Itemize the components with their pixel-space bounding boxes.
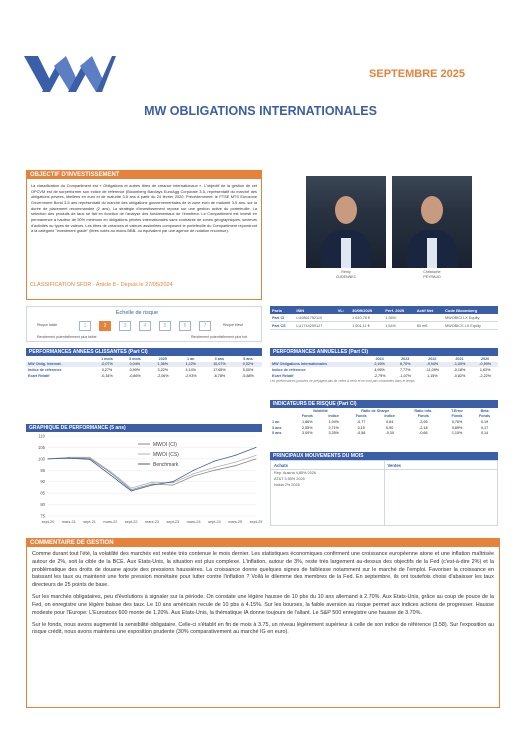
data-point (68, 458, 69, 459)
data-point (235, 462, 236, 463)
risk-cell: 5 ans (272, 431, 282, 436)
rolling-cell: Ecart Relatif (28, 373, 50, 378)
rolling-cell: 1,22% (177, 362, 205, 368)
annual-cell: 1,15% (427, 373, 438, 378)
rolling-header: 3 mois (129, 356, 141, 361)
annual-cell: -0,59% (472, 362, 498, 368)
rolling-cell: 10,07% (205, 362, 234, 368)
commentary-paragraph: Comme durant tout l'été, la volatilité des marchés est restée très contenue le mois dernier. Les statistiques économiques confirment une croissance européenne atone et une inflation maîtrisée autour de 2%, soit la cible de la BCE. Aux Etats-Unis, la situation est plus complexe. L'inflation, autour de 3%, reste très largement au-dessus des objectifs de la Fed (c'est-à-dire 2%) et la problématique des droits de douane ajoute des pressions haussières. La croissance donne quelques signes de faiblesse notamment sur le marché de l'emploi. Favoriser la croissance en baissant les taux ou maintenir une forte pression monétaire pour lutter contre l'inflation ? Voilà le dilemme des membres de la Fed. En septembre, ils ont toutefois choisi d'abaisser les taux directeurs de 25 points de base. (32, 551, 494, 589)
objective-text: La classification du Compartiment est « Obligations et autres titres de créance internationaux ». L'objectif de la gestion de cet OPCVM est de surperformer son indice de référence (Bloomberg Barclays EuroAgg Corporate 3-5, représentatif du marché des obligations privées, libellées en euro et de maturité 3-5 ans à partir du 24 février 2020. Précédemment: le FTSE MTS Eurozone Government Bond 3-5 ans représentatif du marché des obligations gouvernementales de la zone euro de maturité 3-5 ans, sur la durée de placement recommandée (2 ans). La stratégie d'investissement repose sur une gestion active du portefeuille. La sélection des produits de taux se fait en fonction de l'analyse des fondamentaux de l'émetteur. Le Compartiment est investi en permanence à hauteur de 50% minimum en obligations privées internationales sans contrainte de zones géographiques, secteurs d'activités ou types de valeurs. Les titres de créances et valeurs assimilées composent le portefeuille du Compartiment répondront à la catégorie "investment grade" (titres notés au moins BBB- ou équivalent par une agence de notation reconnue). (31, 183, 257, 234)
commentary-paragraph: Sur le fonds, nous avons augmenté la sensibilité obligataire. Celle-ci s'établit en fin de mois à 3.75, un niveau légèrement supérieur à celle de son indice de référence (3.58). Sur l'exposition au risque crédit, nous avons maintenu une exposition prudente (30% comparativement au marché IG en euro). (32, 621, 494, 636)
risk-subheader: Indice (328, 414, 340, 419)
y-tick-label: 75 (40, 513, 45, 519)
risk-subheader: Fonds (301, 414, 313, 419)
parts-header-cell: 30/09/2025 (350, 306, 383, 314)
annual-row (270, 367, 498, 373)
rolling-cell: 0,90% (129, 367, 141, 372)
y-tick-label: 100 (38, 456, 45, 462)
objective-section (26, 170, 262, 300)
sells-label: Ventes (385, 461, 498, 470)
rolling-header: 5 ans (243, 356, 253, 361)
rolling-performance (26, 348, 262, 378)
risk-row (270, 430, 498, 436)
risk-subheader: Indice (384, 414, 395, 419)
data-point (214, 461, 215, 462)
x-tick-label: sept-25 (249, 520, 262, 524)
parts-cell-perf: 1,54% (383, 322, 415, 330)
risk-subheader: Fonds (355, 414, 367, 419)
annual-cell: Indice de référence (272, 367, 306, 372)
rolling-cell: 0,27% (101, 367, 113, 372)
x-tick-label: mars-22 (103, 520, 118, 524)
y-tick-label: 80 (40, 502, 45, 508)
y-tick-label: 90 (40, 479, 45, 485)
rolling-cell: 17,65% (213, 367, 226, 372)
rolling-header: 1 an (187, 356, 195, 361)
data-point (235, 455, 236, 456)
parts-header-cell: Code Bloomberg (443, 306, 498, 314)
risk-scale (26, 306, 262, 342)
rolling-row (26, 373, 262, 379)
data-point (193, 470, 194, 471)
rolling-cell: -0,07% (93, 362, 121, 368)
rolling-cell: -0,86% (129, 373, 141, 378)
parts-header-cell: ISIN (294, 306, 335, 314)
company-logo (24, 52, 116, 96)
x-tick-label: mars-23 (145, 520, 159, 524)
rolling-cell: 5,00% (242, 367, 254, 372)
parts-row (270, 322, 498, 330)
buy-item: Nokia 2% 2026 (274, 483, 300, 487)
annual-cell: -11,09% (425, 367, 440, 372)
rolling-header: 1 mois (101, 356, 113, 361)
annual-cell: Ecart Relatif (272, 373, 294, 378)
performance-chart (26, 424, 262, 526)
rolling-performance-heading: PERFORMANCES ANNEES GLISSANTES (Part CI) (26, 348, 262, 356)
commentary-section (26, 538, 500, 708)
risk-subheader: Fonds (451, 414, 463, 419)
rolling-cell: MW Oblig. Internat. (26, 362, 93, 368)
annual-row (270, 362, 498, 368)
rolling-cell: 0,02% (234, 362, 262, 368)
x-tick-label: mars-25 (228, 520, 243, 524)
legend-label: MWOI (CS) (153, 451, 179, 458)
manager-photo-1 (306, 176, 386, 268)
risk-cell: -0,56 (356, 431, 366, 436)
risk-level-6: 6 (179, 321, 191, 331)
annual-cell: 4,95% (374, 367, 385, 372)
commentary-heading: COMMENTAIRE DE GESTION (27, 539, 499, 547)
data-point (89, 457, 90, 458)
rolling-cell: Indice de référence (28, 367, 62, 372)
risk-level-1: 1 (79, 321, 91, 331)
data-point (152, 482, 153, 483)
data-point (110, 471, 111, 472)
risk-cell: 0,84 (386, 419, 394, 424)
annual-cell: -9,94% (418, 362, 447, 368)
parts-cell-value: 1 610,78 € (350, 314, 383, 322)
parts-cell-perf: 1,36% (383, 314, 415, 322)
parts-cell-value: 1 601,11 € (350, 322, 383, 330)
risk-cell: 0,76% (451, 419, 463, 424)
data-point (131, 489, 132, 490)
data-point (48, 458, 49, 459)
sells-column (384, 461, 498, 525)
risk-cell: 1,15% (451, 431, 463, 436)
rolling-header: 2025 (158, 356, 167, 361)
risk-cell: -0,77 (356, 419, 366, 424)
risk-indicators (270, 400, 498, 436)
data-point (172, 485, 173, 486)
rolling-cell: -5,88% (242, 373, 254, 378)
data-point (256, 447, 257, 448)
rolling-cell: -2,06% (156, 373, 169, 378)
risk-group-header: Ratio info. (414, 408, 433, 413)
annual-cell: -1,00% (447, 362, 473, 368)
commentary-paragraph: Sur les marchés obligataires, peu d'évolutions à signaler sur la période. On constate une légère hausse de 10 pbs du 10 ans allemand à 2.70%. Aux Etats-Unis, grâce au coup de pouce de la Fed, on enregistre une légère baisse des taux. Le 10 ans américain recule de 10 pbs à 4.15%. Sur les bourses, la faible aversion au risque permet aux indices actions de progresser. Hausse modeste pour l'Europe: L'Eurostoxx 600 monte de 1.20%. Aux Etats-Unis, la thématique IA donne toujours de l'allant. Le S&P 500 enregistre une hausse de 3.70%. (32, 594, 494, 616)
data-point (214, 467, 215, 468)
risk-low-return: Rendement potentiellement plus faible (37, 335, 97, 339)
manager-name-1: Rémy CUDENNEC (335, 270, 357, 279)
annual-performance (270, 348, 498, 383)
parts-cell-net (415, 314, 443, 322)
risk-level-7: 7 (199, 321, 211, 331)
data-point (131, 488, 132, 489)
annual-header: 2021 (455, 356, 464, 361)
annual-cell: -2,22% (479, 373, 491, 378)
rolling-cell: 3,22% (157, 367, 168, 372)
parts-cell-part: Part CS (270, 322, 294, 330)
data-point (256, 458, 257, 459)
risk-cell: 3,00% (302, 431, 313, 436)
risk-cell: 3,35% (328, 431, 339, 436)
data-point (110, 474, 111, 475)
risk-cell: 0,89% (451, 425, 463, 430)
y-tick-label: 105 (38, 444, 45, 450)
parts-cell-part: Part CI (270, 314, 294, 322)
x-tick-label: sept-22 (124, 520, 138, 524)
data-point (172, 482, 173, 483)
parts-cell-code: MWOBICI LX Equity (443, 314, 498, 322)
risk-high-label: Risque élevé (223, 323, 244, 327)
parts-cell-vl (336, 322, 350, 330)
rolling-cell: -2,93% (184, 373, 197, 378)
main-movements-heading: PRINCIPAUX MOUVEMENTS DU MOIS (270, 452, 498, 460)
parts-cell-vl (336, 314, 350, 322)
rolling-header: 3 ans (214, 356, 225, 361)
risk-cell: 0,14 (480, 431, 489, 436)
rolling-performance-table (26, 356, 262, 378)
y-tick-label: 110 (38, 433, 45, 439)
manager-name-2: Christophe PEYRAUD (423, 270, 441, 279)
data-point (131, 490, 132, 491)
parts-row (270, 314, 498, 322)
risk-group-header: Volatilité (312, 408, 328, 413)
parts-table (270, 306, 498, 330)
risk-cell: 0,19 (480, 419, 489, 424)
main-movements (270, 452, 498, 528)
data-point (256, 455, 257, 456)
data-point (68, 457, 69, 458)
risk-low-label: Risque faible (37, 323, 58, 327)
annual-cell: 2,16% (367, 362, 393, 368)
parts-header-cell: Parts (270, 306, 294, 314)
objective-heading: OBJECTIF D'INVESTISSEMENT (27, 171, 261, 179)
rolling-cell: -0,34% (101, 373, 113, 378)
legend-label: Benchmark (153, 461, 179, 468)
parts-cell-net: 80 m€ (415, 322, 443, 330)
annual-cell: 7,77% (399, 367, 411, 372)
data-point (152, 484, 153, 485)
rolling-cell: 0,04% (121, 362, 149, 368)
risk-cell: 0,90 (386, 425, 394, 430)
x-tick-label: sept-20 (41, 520, 55, 524)
parts-cell-isin: LU0861752110 (294, 314, 335, 322)
risk-level-4: 4 (139, 321, 151, 331)
annual-header: 2024 (375, 356, 384, 361)
series-line-1 (48, 455, 256, 488)
risk-group-header: Ratio de Sharpe (361, 408, 390, 413)
data-point (110, 472, 111, 473)
buys-column (271, 461, 384, 525)
risk-cell: 1,94% (328, 419, 339, 424)
annual-header: 2020 (481, 356, 490, 361)
risk-cell: 2,55% (302, 425, 313, 430)
risk-cell: 3 ans (272, 425, 282, 430)
annual-performance-heading: PERFORMANCES ANNUELLES (Part CI) (270, 348, 498, 356)
x-tick-label: mars-21 (61, 520, 76, 524)
annual-cell: -0,82% (453, 373, 466, 378)
risk-cell: -3,95 (419, 419, 428, 424)
data-point (214, 470, 215, 471)
data-point (193, 476, 194, 477)
risk-cell: 2,71% (328, 425, 339, 430)
risk-high-return: Rendement potentiellement plus fort (191, 335, 248, 339)
risk-cell: 1 an (272, 419, 280, 424)
buy-item: Rep. Austria 4,85% 2026 (274, 471, 317, 475)
risk-subheader: Fonds (479, 414, 491, 419)
data-point (152, 485, 153, 486)
buys-label: Achats (271, 461, 384, 470)
rolling-cell: 4,14% (185, 367, 196, 372)
parts-header-cell: Actif Net (415, 306, 443, 314)
risk-cell: -2,18 (419, 425, 428, 430)
commentary-text (27, 547, 499, 645)
risk-cell: 0,17 (480, 425, 489, 430)
legend-label: MWOI (CI) (153, 441, 177, 448)
risk-scale-title: Echelle de risque (115, 310, 159, 316)
risk-subheader: Fonds (417, 414, 429, 419)
fund-title: MW OBLIGATIONS INTERNATIONALES (144, 104, 377, 118)
annual-cell: 6,70% (392, 362, 418, 368)
risk-cell: 0,15 (357, 425, 365, 430)
risk-level-2: 2 (99, 321, 111, 331)
x-tick-label: mars-24 (186, 520, 201, 524)
performance-chart-heading: GRAPHIQUE DE PERFORMANCE (5 ans) (26, 424, 262, 432)
risk-cell: -0,66 (419, 431, 428, 436)
data-point (193, 473, 194, 474)
annual-cell: MW Obligations Internationales (270, 362, 367, 368)
annual-cell: -1,07% (399, 373, 412, 378)
x-tick-label: sept-23 (166, 520, 180, 524)
y-tick-label: 95 (40, 467, 45, 473)
data-point (172, 481, 173, 482)
risk-indicators-heading: INDICATEURS DE RISQUE (Part CI) (270, 400, 498, 408)
annual-header: 2023 (401, 356, 410, 361)
data-point (89, 459, 90, 460)
buy-item: AT&T 3,55% 2025 (274, 477, 305, 481)
risk-cell: 1,86% (302, 419, 313, 424)
parts-cell-code: MWOBICS LX Equity (443, 322, 498, 330)
risk-cell: -0,30 (385, 431, 394, 436)
data-point (235, 465, 236, 466)
annual-header: 2022 (428, 356, 437, 361)
risk-level-3: 3 (119, 321, 131, 331)
manager-photo-2 (392, 176, 472, 268)
risk-group-header: Beta (480, 408, 489, 413)
parts-cell-isin: LU1744259127 (294, 322, 335, 330)
parts-header-cell: Perf. 2025 (383, 306, 415, 314)
report-month: SEPTEMBRE 2025 (369, 68, 465, 80)
rolling-cell: -6,78% (213, 373, 226, 378)
performance-disclaimer: Les performances passées ne préjugent pas de celles à venir et ne sont pas constantes dans le temps (270, 379, 415, 384)
parts-header-cell: VL: (336, 306, 350, 314)
performance-chart-plot (26, 432, 262, 526)
rolling-cell: 1,36% (149, 362, 177, 368)
annual-cell: -0,18% (453, 367, 466, 372)
x-tick-label: sept-24 (208, 520, 221, 524)
risk-level-5: 5 (159, 321, 171, 331)
risk-group-header: T.Error (451, 408, 463, 413)
annual-performance-table (270, 356, 498, 378)
x-tick-label: sept-21 (83, 520, 96, 524)
annual-cell: 1,63% (479, 367, 491, 372)
sfdr-classification: CLASSIFICATION SFDR - Article 8 - Depuis le 27/05/2024 (30, 282, 173, 288)
y-tick-label: 85 (40, 490, 45, 496)
risk-indicators-table (270, 408, 498, 436)
annual-cell: -2,79% (373, 373, 386, 378)
